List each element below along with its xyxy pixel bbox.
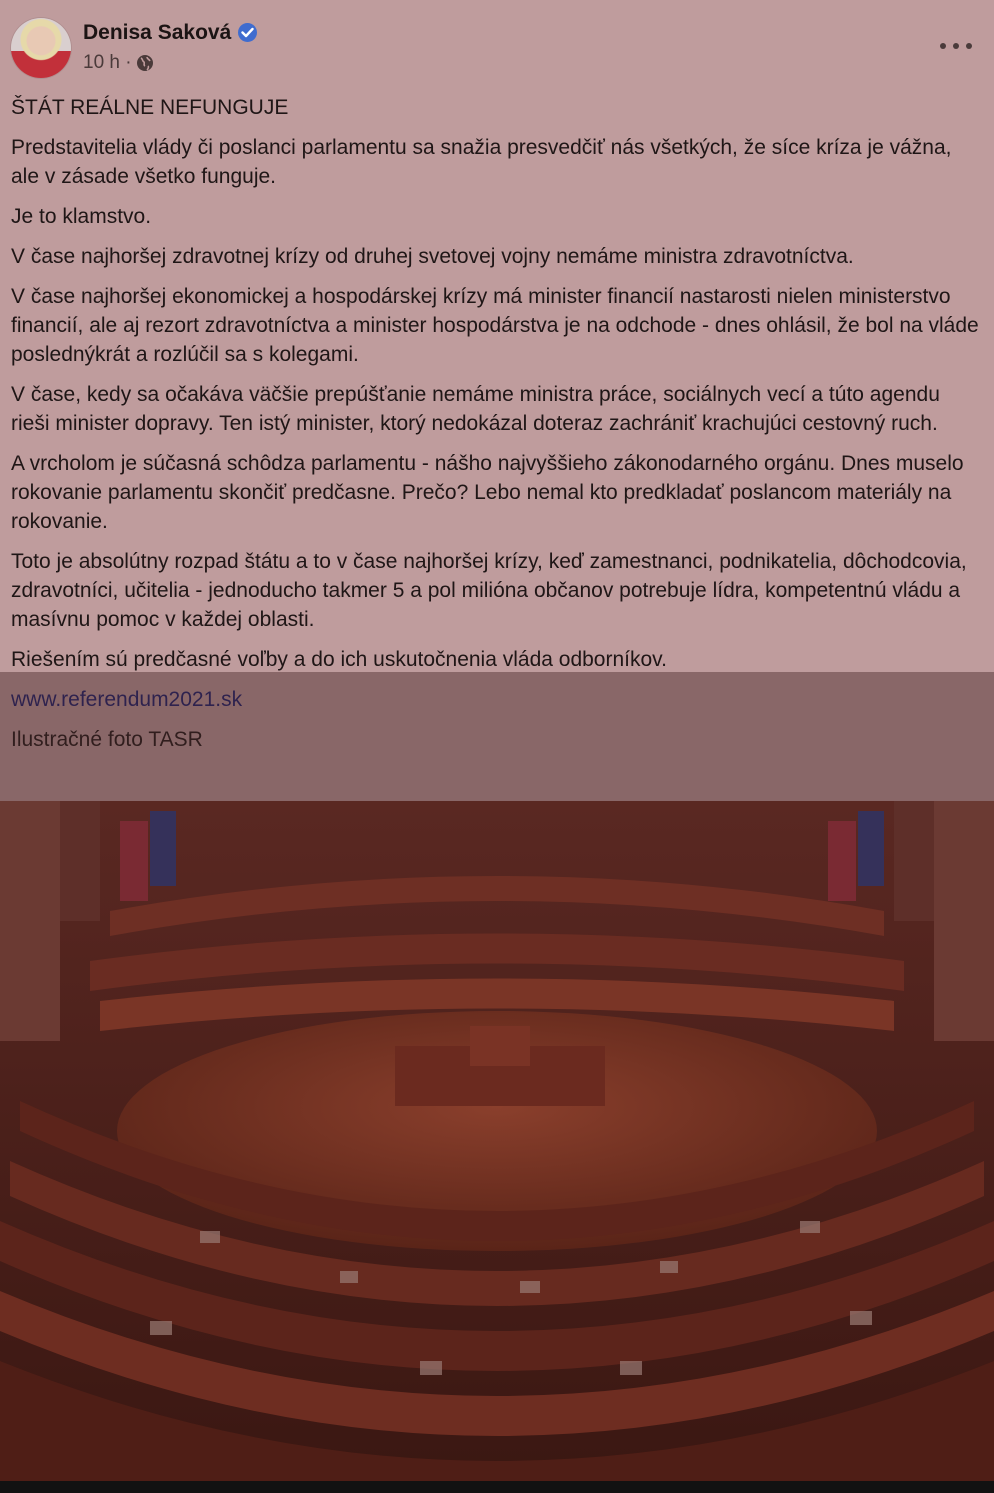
paragraph: V čase najhoršej ekonomickej a hospodárskej krízy má minister financií nastarosti nielen ministerstvo financií, ale aj rezort zdravotníctva a minister hospodárstva je na odchode - dnes ohlásil, že bol na vláde poslednýkrát a rozlúčil sa s kolegami.: [11, 285, 979, 366]
post-meta: [83, 52, 132, 74]
paragraph: Toto je absolútny rozpad štátu a to v čase najhoršej krízy, keď zamestnanci, podnikatelia, dôchodcovia, zdravotníci, učitelia - jednoducho takmer 5 a pol milióna občanov potrebuje lídra, kompetentnú vládu a masívnu pomoc v každej oblasti.: [11, 550, 967, 631]
photo-caption: Ilustračné foto TASR: [11, 728, 203, 751]
bottom-bar: [0, 1481, 994, 1493]
parliament-hall-image: [0, 801, 994, 1481]
dim-overlay: [0, 672, 994, 801]
paragraph: Riešením sú predčasné voľby a do ich uskutočnenia vláda odborníkov.: [11, 648, 667, 671]
more-options-icon[interactable]: [940, 38, 972, 54]
paragraph: A vrcholom je súčasná schôdza parlamentu - nášho najvyššieho zákonodarného orgánu. Dnes muselo rokovanie parlamentu skončiť predčasne. Prečo? Lebo nemal kto predkladať poslancom materiály na rokovanie.: [11, 452, 964, 533]
post-photo[interactable]: [0, 801, 994, 1481]
verified-badge-icon: [238, 23, 257, 42]
avatar[interactable]: [11, 18, 71, 78]
paragraph: Je to klamstvo.: [11, 205, 152, 228]
paragraph: V čase najhoršej zdravotnej krízy od druhej svetovej vojny nemáme ministra zdravotníctva.: [11, 245, 854, 268]
post-title: ŠTÁT REÁLNE NEFUNGUJE: [11, 96, 289, 119]
post-time[interactable]: 10 h: [83, 52, 120, 73]
meta-separator: ·: [125, 52, 132, 73]
post-body: [11, 93, 983, 765]
more-dot: [940, 43, 946, 49]
paragraph: Predstavitelia vlády či poslanci parlamentu sa snažia presvedčiť nás všetkých, že síce kríza je vážna, ale v zásade všetko funguje.: [11, 136, 952, 188]
author-name[interactable]: Denisa Saková: [83, 21, 232, 44]
external-link[interactable]: www.referendum2021.sk: [11, 688, 243, 711]
more-dot: [953, 43, 959, 49]
paragraph: V čase, kedy sa očakáva väčšie prepúšťanie nemáme ministra práce, sociálnych vecí a túto agendu rieši minister dopravy. Ten istý minister, ktorý nedokázal doteraz zachrániť krachujúci cestovný ruch.: [11, 383, 940, 435]
globe-icon: [136, 54, 154, 72]
more-dot: [966, 43, 972, 49]
post-header: [0, 0, 994, 92]
